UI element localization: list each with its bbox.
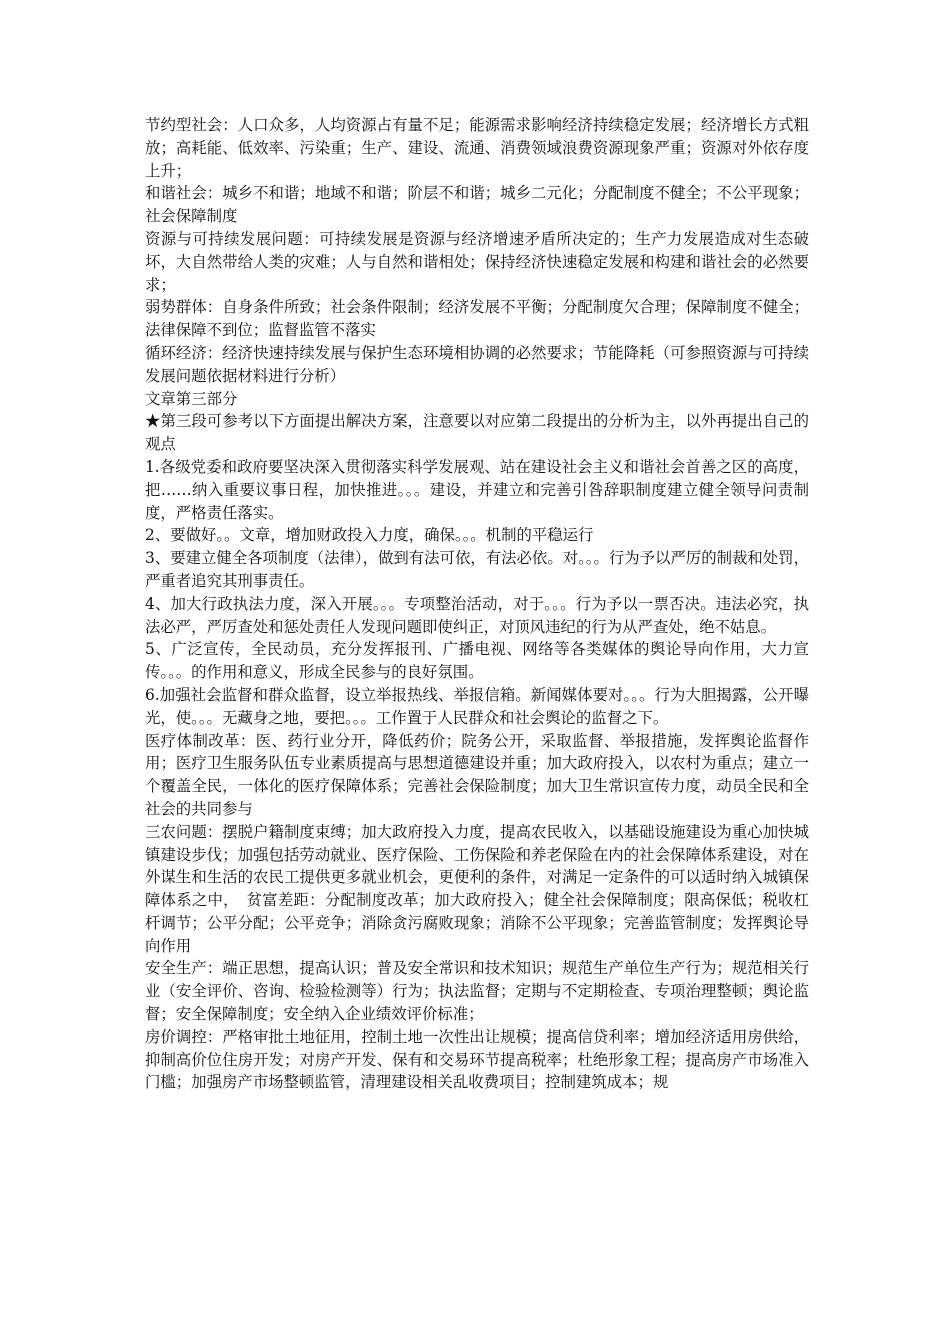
paragraph-work-safety: 安全生产：端正思想，提高认识；普及安全常识和技术知识；规范生产单位生产行为；规范相关行业（安全评价、咨询、检验检测等）行为；执法监督；定期与不定期检查、专项治理整顿；舆论监督；安全保障制度；安全纳入企业绩效评价标准； [145, 959, 809, 1024]
list-item-6: 6.加强社会监督和群众监督，设立举报热线、举报信箱。新闻媒体要对。。。行为大胆揭露，公开曝光，使。。。无藏身之地，要把。。。工作置于人民群众和社会舆论的监督之下。 [145, 685, 809, 727]
section-heading-part-three: 文章第三部分 [145, 389, 238, 408]
paragraph-vulnerable-groups: 弱势群体：自身条件所致；社会条件限制；经济发展不平衡；分配制度欠合理；保障制度不健全；法律保障不到位；监督监管不落实 [145, 298, 809, 340]
paragraph-part-three-note: ★第三段可参考以下方面提出解决方案，注意要以对应第二段提出的分析为主，以外再提出自己的观点 [145, 412, 809, 454]
paragraph-medical-reform: 医疗体制改革：医、药行业分开，降低药价；院务公开，采取监督、举报措施，发挥舆论监督作用；医疗卫生服务队伍专业素质提高与思想道德建设并重；加大政府投入，以农村为重点；建立一个覆盖全民，一体化的医疗保障体系；完善社会保险制度；加大卫生常识宣传力度，动员全民和全社会的共同参与 [145, 731, 809, 818]
paragraph-sustainable-development: 资源与可持续发展问题：可持续发展是资源与经济增速矛盾所决定的；生产力发展造成对生态破坏，大自然带给人类的灾难；人与自然和谐相处；保持经济快速稳定发展和构建和谐社会的必然要求； [145, 229, 809, 294]
paragraph-harmonious-society: 和谐社会：城乡不和谐；地域不和谐；阶层不和谐；城乡二元化；分配制度不健全；不公平现象；社会保障制度 [145, 184, 809, 226]
paragraph-conservation-society: 节约型社会：人口众多，人均资源占有量不足；能源需求影响经济持续稳定发展；经济增长方式粗放；高耗能、低效率、污染重；生产、建设、流通、消费领域浪费资源现象严重；资源对外依存度上升； [145, 116, 809, 180]
list-item-4: 4、加大行政执法力度，深入开展。。。专项整治活动，对于。。。行为予以一票否决。违法必究，执法必严，严厉查处和惩处责任人发现问题即使纠正，对顶风违纪的行为从严查处，绝不姑息。 [145, 594, 809, 636]
list-item-3: 3、要建立健全各项制度（法律），做到有法可依，有法必依。对。。。行为予以严厉的制裁和处罚，严重者追究其刑事责任。 [145, 549, 809, 590]
paragraph-circular-economy: 循环经济：经济快速持续发展与保护生态环境相协调的必然要求；节能降耗（可参照资源与可持续发展问题依据材料进行分析） [145, 343, 809, 385]
list-item-5: 5、广泛宣传，全民动员，充分发挥报刊、广播电视、网络等各类媒体的舆论导向作用，大力宣传。。。的作用和意义，形成全民参与的良好氛围。 [145, 640, 809, 682]
paragraph-housing-price-control: 房价调控：严格审批土地征用，控制土地一次性出让规模；提高信贷利率；增加经济适用房供给，抑制高价位住房开发；对房产开发、保有和交易环节提高税率；杜绝形象工程；提高房产市场准入门槛；加强房产市场整顿监管，清理建设相关乱收费项目；控制建筑成本；规 [145, 1027, 809, 1092]
document-body [145, 114, 809, 1094]
list-item-1: 1.各级党委和政府要坚决深入贯彻落实科学发展观、站在建设社会主义和谐社会首善之区的高度，把……纳入重要议事日程，加快推进。。。建设，并建立和完善引咎辞职制度建立健全领导问责制度，严格责任落实。 [145, 457, 809, 522]
list-item-2: 2、要做好。。文章，增加财政投入力度，确保。。。机制的平稳运行 [145, 526, 594, 545]
paragraph-three-rural-issues: 三农问题：摆脱户籍制度束缚；加大政府投入力度，提高农民收入，以基础设施建设为重心加快城镇建设步伐；加强包括劳动就业、医疗保险、工伤保险和养老保险在内的社会保障体系建设，对在外谋生和生活的农民工提供更多就业机会，更便利的条件，对满足一定条件的可以适时纳入城镇保障体系之中， 贫富差距：分配制度改革；加大政府投入；健全社会保障制度；限高保低；税收杠杆调节；公平分配；公平竞争；消除贪污腐败现象；消除不公平现象；完善监管制度；发挥舆论导向作用 [145, 822, 809, 955]
